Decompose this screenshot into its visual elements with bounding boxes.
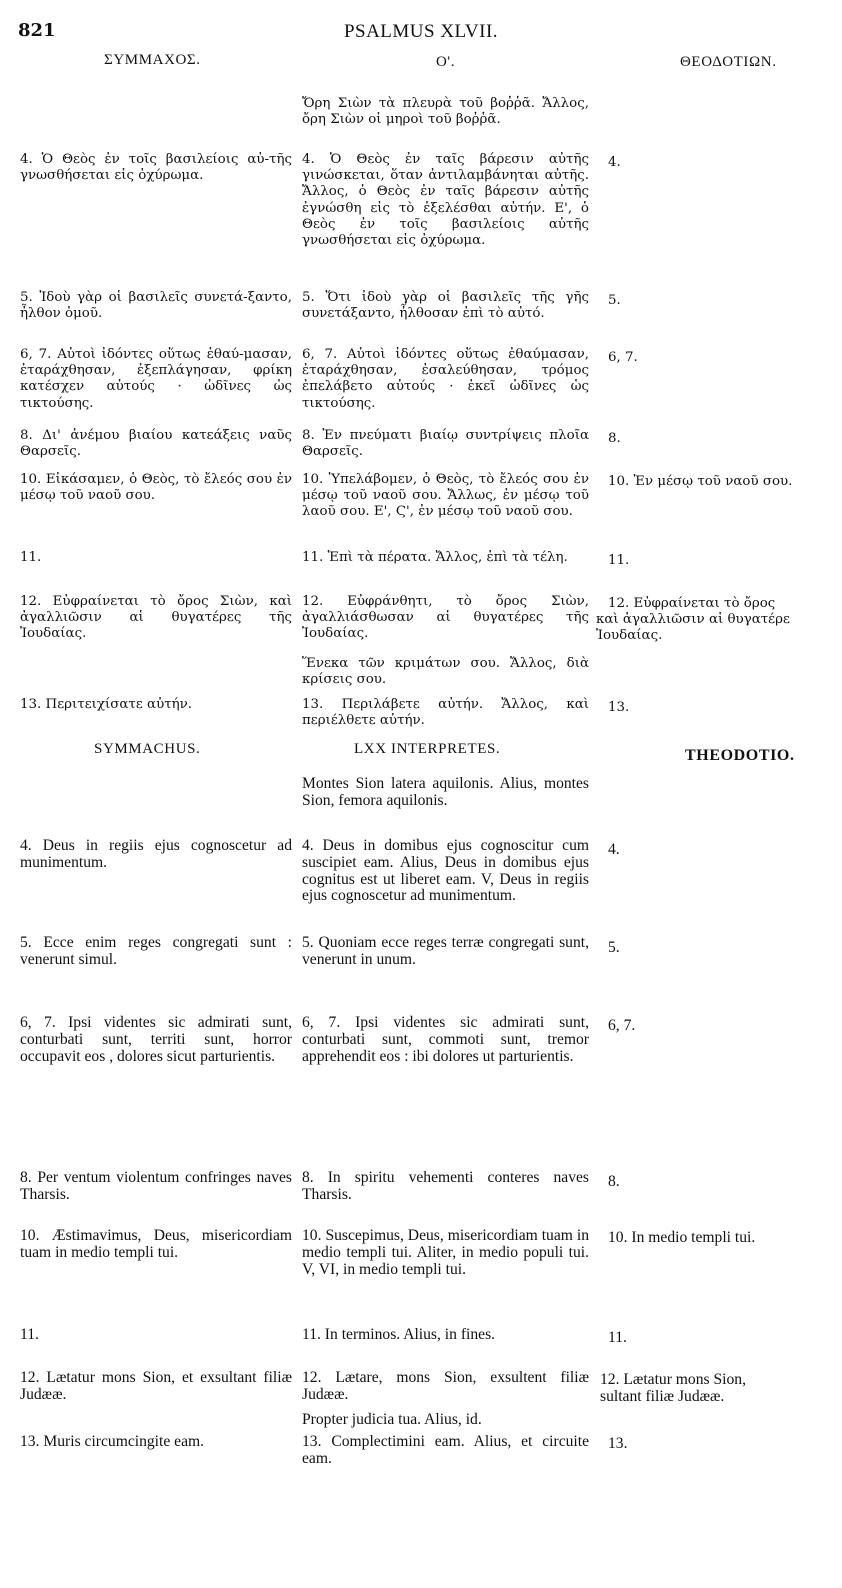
greek-theodotion-verse-4: 4. — [608, 155, 621, 170]
latin-septuagint-verse-11: 11. In terminos. Alius, in fines. — [302, 1326, 496, 1343]
greek-septuagint-verse-13: 13. Περιλάβετε αὐτήν. Ἄλλος, καὶ περιέλθετε αὐτήν. — [302, 697, 589, 729]
greek-septuagint-verse-11: 11. Ἐπὶ τὰ πέρατα. Ἄλλος, ἐπὶ τὰ τέλη. — [302, 550, 568, 565]
greek-septuagint-propter: Ἕνεκα τῶν κριμάτων σου. Ἄλλος, διὰ κρίσεις σου. — [302, 656, 589, 688]
greek-theodotion-verse-12-line2: καὶ ἀγαλλιῶσιν αἱ θυγατέρε — [596, 612, 790, 627]
greek-theodotion-verse-10: 10. Ἐν μέσῳ τοῦ ναοῦ σου. — [608, 474, 793, 489]
greek-symmachus-verse-10: 10. Εἰκάσαμεν, ὁ Θεὸς, τὸ ἔλεός σου ἐν μέσῳ τοῦ ναοῦ σου. — [20, 472, 292, 504]
latin-septuagint-verse-4: 4. Deus in domibus ejus cognoscitur cum suscipiet eam. Alius, Deus in domibus ejus cognitus est ut liberet eam. V, Deus in regiis ejus cognoscetur ad munimentum. — [302, 837, 589, 905]
heading-theodotion-greek: ΘΕΟΔΟΤΙΩΝ. — [680, 54, 777, 70]
latin-theodotion-verse-12-line2: sultant filiæ Judææ. — [600, 1388, 725, 1405]
latin-symmachus-verse-11: 11. — [20, 1326, 39, 1343]
latin-symmachus-verse-12: 12. Lætatur mons Sion, et exsultant filiæ Judææ. — [20, 1369, 292, 1403]
latin-symmachus-verse-4: 4. Deus in regiis ejus cognoscetur ad munimentum. — [20, 837, 292, 871]
latin-septuagint-verse-10: 10. Suscepimus, Deus, misericordiam tuam in medio templi tui. Aliter, in medio populi tui. V, VI, in medio templi tui. — [302, 1227, 589, 1278]
heading-symmachus-greek: ΣΥΜΜΑΧΟΣ. — [104, 52, 201, 68]
greek-theodotion-verse-5: 5. — [608, 293, 621, 308]
running-title: PSALMUS XLVII. — [343, 21, 499, 42]
latin-theodotion-verse-8: 8. — [608, 1173, 620, 1190]
latin-septuagint-verse-6-7: 6, 7. Ipsi videntes sic admirati sunt, conturbati sunt, commoti sunt, tremor apprehendit eos : ibi dolores ut parturientis. — [302, 1014, 589, 1065]
greek-septuagint-verse-3: Ὄρη Σιὼν τὰ πλευρὰ τοῦ βοῤῥᾶ. Ἄλλος, ὄρη Σιὼν οἱ μηροὶ τοῦ βοῤῥᾶ. — [302, 96, 589, 128]
latin-theodotion-verse-11: 11. — [608, 1329, 627, 1346]
greek-theodotion-verse-12-line1: 12. Εὐφραίνεται τὸ ὄρος — [608, 596, 776, 611]
greek-theodotion-verse-6-7: 6, 7. — [608, 350, 638, 365]
greek-theodotion-verse-11: 11. — [608, 553, 630, 568]
greek-septuagint-verse-4: 4. Ὁ Θεὸς ἐν ταῖς βάρεσιν αὐτῆς γινώσκεται, ὅταν ἀντιλαμβάνηται αὐτῆς. Ἄλλος, ὁ Θεὸς ἐν ταῖς βάρεσιν αὐτῆς ἐγνώσθη εἰς τὸ ἐξελέσθαι αὐτήν. Ε', ὁ Θεὸς ἐν τοῖς βασιλείοις αὐτῆς γνωσθήσεται εἰς ὀχύρωμα. — [302, 152, 589, 249]
latin-symmachus-verse-5: 5. Ecce enim reges congregati sunt : venerunt simul. — [20, 934, 292, 968]
heading-symmachus-latin: SYMMACHUS. — [94, 741, 201, 757]
greek-symmachus-verse-13: 13. Περιτειχίσατε αὐτήν. — [20, 697, 193, 712]
greek-symmachus-verse-8: 8. Δι' ἀνέμου βιαίου κατεάξεις ναῦς Θαρσεῖς. — [20, 428, 292, 460]
greek-theodotion-verse-8: 8. — [608, 431, 621, 446]
latin-septuagint-verse-8: 8. In spiritu vehementi conteres naves Tharsis. — [302, 1169, 589, 1203]
latin-theodotion-verse-6-7: 6, 7. — [608, 1017, 636, 1034]
latin-theodotion-verse-10: 10. In medio templi tui. — [608, 1229, 756, 1246]
latin-symmachus-verse-10: 10. Æstimavimus, Deus, misericordiam tuam in medio templi tui. — [20, 1227, 292, 1261]
latin-theodotion-verse-4: 4. — [608, 841, 620, 858]
latin-symmachus-verse-6-7: 6, 7. Ipsi videntes sic admirati sunt, conturbati sunt, territi sunt, horror occupavit eos , dolores sicut parturientis. — [20, 1014, 292, 1065]
latin-theodotion-verse-5: 5. — [608, 939, 620, 956]
latin-septuagint-propter: Propter judicia tua. Alius, id. — [302, 1411, 482, 1428]
latin-symmachus-verse-13: 13. Muris circumcingite eam. — [20, 1433, 205, 1450]
greek-symmachus-verse-12: 12. Εὐφραίνεται τὸ ὄρος Σιὼν, καὶ ἀγαλλιῶσιν αἱ θυγατέρες τῆς Ἰουδαίας. — [20, 594, 292, 642]
greek-septuagint-verse-10: 10. Ὑπελάβομεν, ὁ Θεὸς, τὸ ἔλεός σου ἐν μέσῳ τοῦ ναοῦ σου. Ἄλλως, ἐν μέσῳ τοῦ λαοῦ σου. Ε', Ϛ', ἐν μέσῳ τοῦ ναοῦ σου. — [302, 472, 589, 520]
greek-symmachus-verse-11: 11. — [20, 550, 42, 565]
greek-symmachus-verse-6-7: 6, 7. Αὐτοὶ ἰδόντες οὕτως ἐθαύ-μασαν, ἐταράχθησαν, ἐξεπλάγησαν, φρίκη κατέσχεν αὐτούς · ὠδῖνες ὡς τικτούσης. — [20, 347, 292, 411]
page-number: 821 — [18, 20, 56, 41]
latin-septuagint-verse-5: 5. Quoniam ecce reges terræ congregati sunt, venerunt in unum. — [302, 934, 589, 968]
heading-septuagint-latin: LXX INTERPRETES. — [354, 741, 501, 757]
greek-symmachus-verse-5: 5. Ἰδοὺ γὰρ οἱ βασιλεῖς συνετά-ξαντο, ἦλθον ὁμοῦ. — [20, 290, 292, 322]
latin-theodotion-verse-13: 13. — [608, 1435, 628, 1452]
latin-theodotion-verse-12-line1: 12. Lætatur mons Sion, — [600, 1371, 746, 1388]
heading-septuagint-greek: Ο'. — [436, 54, 456, 70]
greek-septuagint-verse-5: 5. Ὅτι ἰδοὺ γὰρ οἱ βασιλεῖς τῆς γῆς συνετάξαντο, ἦλθοσαν ἐπὶ τὸ αὐτό. — [302, 290, 589, 322]
latin-septuagint-verse-12: 12. Lætare, mons Sion, exsultent filiæ Judææ. — [302, 1369, 589, 1403]
latin-septuagint-verse-13: 13. Complectimini eam. Alius, et circuite eam. — [302, 1433, 589, 1467]
greek-septuagint-verse-6-7: 6, 7. Αὐτοὶ ἰδόντες οὕτως ἐθαύμασαν, ἐταράχθησαν, ἐσαλεύθησαν, τρόμος ἐπελάβετο αὐτούς · ἐκεῖ ὠδῖνες ὡς τικτούσης. — [302, 347, 589, 411]
greek-theodotion-verse-12-line3: Ἰουδαίας. — [596, 628, 663, 643]
latin-symmachus-verse-8: 8. Per ventum violentum confringes naves Tharsis. — [20, 1169, 292, 1203]
greek-symmachus-verse-4: 4. Ὁ Θεὸς ἐν τοῖς βασιλείοις αὐ-τῆς γνωσθήσεται εἰς ὀχύρωμα. — [20, 152, 292, 184]
heading-theodotion-latin: THEODOTIO. — [685, 747, 795, 764]
latin-septuagint-verse-3: Montes Sion latera aquilonis. Alius, montes Sion, femora aquilonis. — [302, 775, 589, 809]
greek-septuagint-verse-12: 12. Εὐφράνθητι, τὸ ὄρος Σιὼν, ἀγαλλιάσθωσαν αἱ θυγατέρες τῆς Ἰουδαίας. — [302, 594, 589, 642]
greek-septuagint-verse-8: 8. Ἐν πνεύματι βιαίῳ συντρίψεις πλοῖα Θαρσεῖς. — [302, 428, 589, 460]
greek-theodotion-verse-13: 13. — [608, 700, 630, 715]
